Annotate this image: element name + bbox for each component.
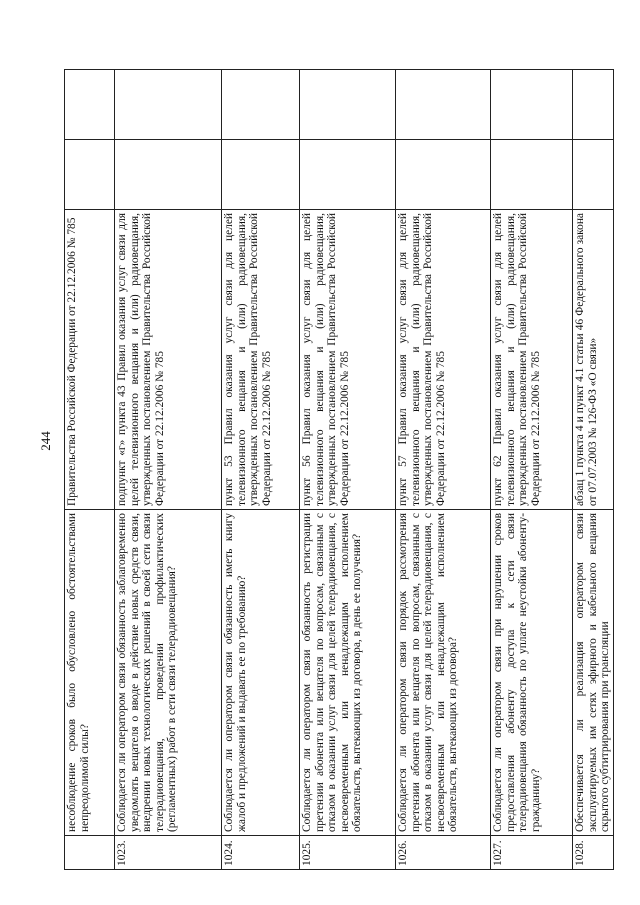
empty-cell: [396, 70, 491, 140]
row-number-cell: 1023.: [115, 836, 222, 870]
row-number-cell: 1026.: [396, 836, 491, 870]
question-cell: несоблюдение сроков было обусловлено обстоятельствами непреодолимой силы?: [65, 510, 115, 836]
row-number-cell: 1025.: [300, 836, 396, 870]
empty-cell: [573, 70, 614, 140]
question-cell: Соблюдается ли оператором связи обязанность регистрации претензии абонента или вещателя по вопросам, связанным с отказом в оказании услуг связи для целей телерадиовещания, с несвоевременным или ненадлежащим исполнением обязательств, вытекающих из договора, в день ее получения?: [300, 510, 396, 836]
row-number-cell: 1028.: [573, 836, 614, 870]
question-cell: Соблюдается ли оператором связи обязанность заблаговременно уведомлять вещателя о вводе в действие новых средств связи, внедрении новых технологических решений в своей сети связи телерадиовещания, проведении профилактических (регламентных) работ в сети связи телерадиовещания?: [115, 510, 222, 836]
table-row: [300, 70, 396, 870]
question-cell: Соблюдается ли оператором связи при нарушении сроков предоставления абоненту доступа к сети связи телерадиовещания обязанность по уплате неустойки абоненту-гражданину?: [491, 510, 573, 836]
empty-cell: [573, 140, 614, 210]
table-row: [491, 70, 573, 870]
empty-cell: [491, 70, 573, 140]
page-number: 244: [38, 431, 53, 451]
table-row: [573, 70, 614, 870]
table-row: [222, 70, 300, 870]
reference-cell: Правительства Российской Федерации от 22.12.2006 № 785: [65, 210, 115, 510]
reference-cell: пункт 53 Правил оказания услуг связи для целей телевизионного вещания и (или) радиовещания, утвержденных постановлением Правительства Российской Федерации от 22.12.2006 № 785: [222, 210, 300, 510]
reference-cell: пункт 57 Правил оказания услуг связи для целей телевизионного вещания и (или) радиовещания, утвержденных постановлением Правительства Российской Федерации от 22.12.2006 № 785: [396, 210, 491, 510]
table-row: [396, 70, 491, 870]
checklist-table: [64, 69, 614, 870]
table-row: [115, 70, 222, 870]
question-cell: Соблюдается ли оператором связи обязанность иметь книгу жалоб и предложений и выдавать ее по требованию?: [222, 510, 300, 836]
empty-cell: [396, 140, 491, 210]
empty-cell: [65, 70, 115, 140]
empty-cell: [491, 140, 573, 210]
empty-cell: [300, 140, 396, 210]
reference-cell: пункт 62 Правил оказания услуг связи для целей телевизионного вещания и (или) радиовещания, утвержденных постановлением Правительства Российской Федерации от 22.12.2006 № 785: [491, 210, 573, 510]
empty-cell: [115, 70, 222, 140]
reference-cell: абзац 1 пункта 4 и пункт 4.1 статьи 46 Федерального закона от 07.07.2003 № 126-ФЗ «О связи»: [573, 210, 614, 510]
reference-cell: пункт 56 Правил оказания услуг связи для целей телевизионного вещания и (или) радиовещания, утвержденных постановлением Правительства Российской Федерации от 22.12.2006 № 785: [300, 210, 396, 510]
empty-cell: [115, 140, 222, 210]
empty-cell: [222, 70, 300, 140]
row-number-cell: [65, 836, 115, 870]
empty-cell: [300, 70, 396, 140]
question-cell: Соблюдается ли оператором связи порядок рассмотрения претензии абонента или вещателя по вопросам, связанным с отказом в оказании услуг связи для целей телерадиовещания, с несвоевременным или ненадлежащим исполнением обязательств, вытекающих из договора?: [396, 510, 491, 836]
rotated-page: [64, 70, 612, 870]
table-row-continuation: [65, 70, 115, 870]
row-number-cell: 1027.: [491, 836, 573, 870]
empty-cell: [65, 140, 115, 210]
empty-cell: [222, 140, 300, 210]
row-number-cell: 1024.: [222, 836, 300, 870]
question-cell: Обеспечивается ли реализация оператором связи эксплуатируемых им сетях эфирного и кабельного вещания скрытого субтитрирования при трансляции: [573, 510, 614, 836]
reference-cell: подпункт «г» пункта 43 Правил оказания услуг связи для целей телевизионного вещания и (или) радиовещания, утвержденных постановлением Правительства Российской Федерации от 22.12.2006 № 785: [115, 210, 222, 510]
